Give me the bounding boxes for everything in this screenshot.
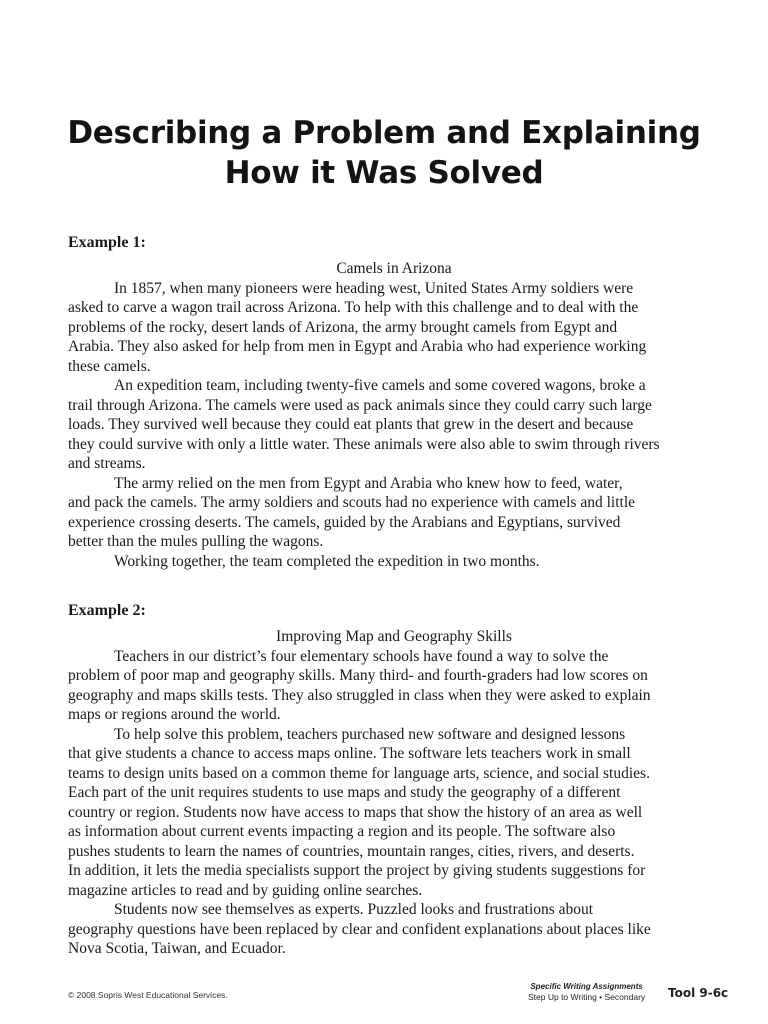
text-line: In addition, it lets the media specialists support the project by giving students suggestions for <box>68 862 646 879</box>
text-line: and streams. <box>68 455 146 472</box>
example-1-subtitle: Camels in Arizona <box>336 260 452 277</box>
footer-series <box>528 982 645 1002</box>
text-line: as information about current events impacting a region and its people. The software also <box>68 823 616 840</box>
text-line: magazine articles to read and by guiding online searches. <box>68 881 423 899</box>
text-line: The army relied on the men from Egypt and Arabia who knew how to feed, water, <box>114 474 623 492</box>
text-line: Working together, the team completed the expedition in two months. <box>114 552 540 570</box>
example-2-body <box>68 647 720 959</box>
example-2-label: Example 2: <box>68 602 146 619</box>
text-line: teams to design units based on a common theme for language arts, science, and social studies. <box>68 764 650 782</box>
text-line: To help solve this problem, teachers purchased new software and designed lessons <box>114 725 626 743</box>
text-line: and pack the camels. The army soldiers and scouts had no experience with camels and little <box>68 494 635 511</box>
footer-tool-number: Tool 9-6c <box>668 986 729 1000</box>
text-line: Each part of the unit requires students to use maps and study the geography of a different <box>68 784 621 801</box>
text-line: they could survive with only a little water. These animals were also able to swim through rivers <box>68 435 660 453</box>
text-line: geography questions have been replaced by clear and confident explanations about places like <box>68 920 651 938</box>
example-1-label: Example 1: <box>68 234 146 251</box>
example-1-body <box>68 279 720 572</box>
text-line: problem of poor map and geography skills. Many third- and fourth-graders had low scores on <box>68 667 648 684</box>
text-line: problems of the rocky, desert lands of Arizona, the army brought camels from Egypt and <box>68 318 618 336</box>
text-line: that give students a chance to access maps online. The software lets teachers work in small <box>68 745 631 762</box>
example-2-section <box>68 601 720 959</box>
text-line: geography and maps skills tests. They also struggled in class when they were asked to explain <box>68 686 651 704</box>
text-line: asked to carve a wagon trail across Arizona. To help with this challenge and to deal with the <box>68 299 639 316</box>
text-line: loads. They survived well because they could eat plants that grew in the desert and because <box>68 416 634 433</box>
text-line: trail through Arizona. The camels were used as pack animals since they could carry such large <box>68 396 652 414</box>
text-line: In 1857, when many pioneers were heading west, United States Army soldiers were <box>114 279 634 297</box>
text-line: these camels. <box>68 357 151 375</box>
footer-copyright: © 2008 Sopris West Educational Services. <box>68 990 228 1000</box>
footer-series-title: Specific Writing Assignments <box>530 982 643 991</box>
text-line: pushes students to learn the names of countries, mountain ranges, cities, rivers, and deserts. <box>68 842 635 860</box>
text-line: country or region. Students now have access to maps that show the history of an area as well <box>68 803 643 821</box>
page-title-line-1: Describing a Problem and Explaining <box>67 115 701 151</box>
page-title <box>60 113 708 193</box>
text-line: maps or regions around the world. <box>68 706 281 723</box>
text-line: better than the mules pulling the wagons. <box>68 533 324 550</box>
example-1-section <box>68 233 720 571</box>
footer-series-subtitle: Step Up to Writing • Secondary <box>528 992 646 1002</box>
text-line: Arabia. They also asked for help from men in Egypt and Arabia who had experience working <box>68 338 647 355</box>
text-line: Nova Scotia, Taiwan, and Ecuador. <box>68 940 286 957</box>
text-line: An expedition team, including twenty-five camels and some covered wagons, broke a <box>114 377 646 394</box>
example-2-subtitle: Improving Map and Geography Skills <box>276 628 512 645</box>
text-line: Students now see themselves as experts. Puzzled looks and frustrations about <box>114 901 594 918</box>
text-line: Teachers in our district’s four elementary schools have found a way to solve the <box>114 647 609 665</box>
page-title-line-2: How it Was Solved <box>224 155 544 191</box>
text-line: experience crossing deserts. The camels, guided by the Arabians and Egyptians, survived <box>68 513 621 531</box>
